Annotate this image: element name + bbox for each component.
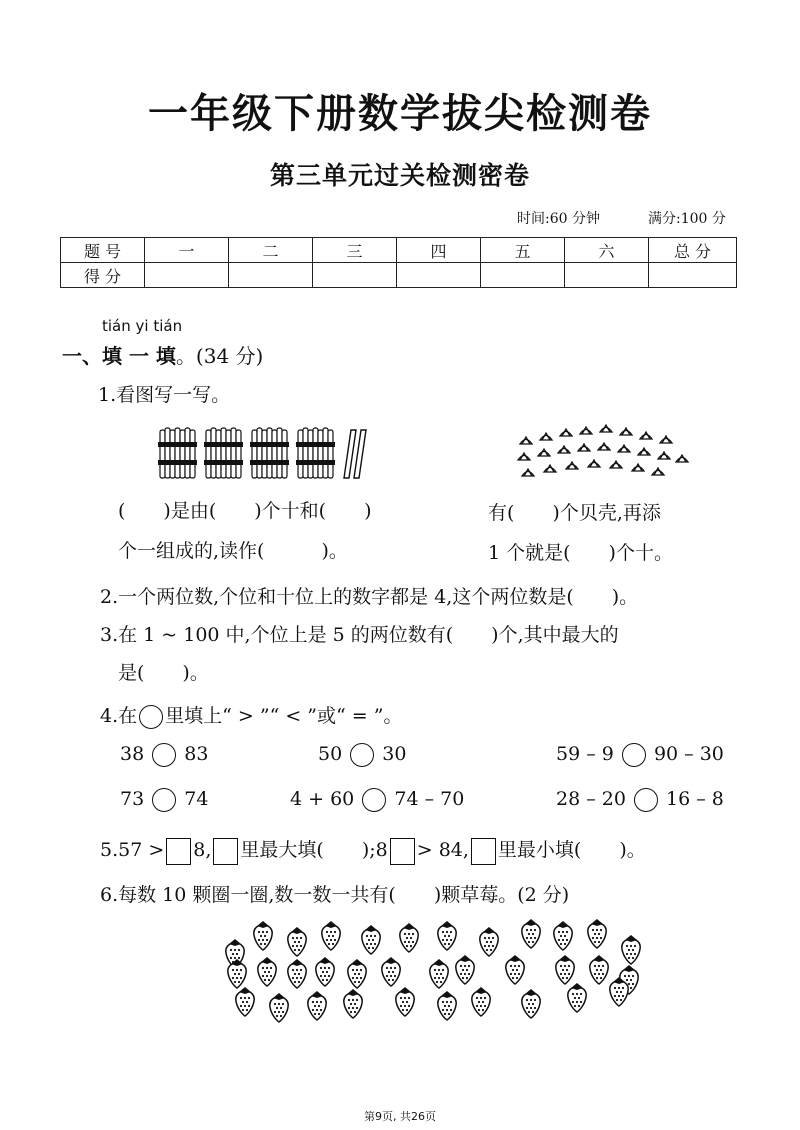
strawberry-icon bbox=[316, 957, 334, 986]
full-score: 满分:100 分 bbox=[648, 211, 726, 227]
shell-icon bbox=[610, 461, 622, 468]
strawberry-icon bbox=[362, 925, 380, 954]
score-input-cell[interactable] bbox=[397, 263, 481, 288]
section-score: 。(34 分) bbox=[175, 344, 264, 368]
digit-box[interactable] bbox=[390, 838, 415, 865]
strawberry-icon bbox=[588, 919, 606, 948]
digit-box[interactable] bbox=[166, 838, 191, 865]
strawberry-icon bbox=[590, 955, 608, 984]
shell-icon bbox=[658, 452, 670, 459]
score-table bbox=[60, 237, 737, 288]
stick-bundles-image bbox=[158, 426, 368, 482]
compare-left: 73 bbox=[120, 788, 145, 810]
compare-item-1 bbox=[120, 743, 208, 767]
strawberry-icon bbox=[348, 959, 366, 988]
question-1-left-line1: ( )是由( )个十和( ) bbox=[118, 500, 372, 522]
strawberry-icon bbox=[438, 921, 456, 950]
shell-icon bbox=[566, 462, 578, 469]
score-table-score-row bbox=[61, 263, 737, 288]
question-5-part1: 5.57 > bbox=[100, 839, 165, 861]
compare-item-5 bbox=[290, 788, 464, 812]
compare-item-4 bbox=[120, 788, 208, 812]
compare-item-3 bbox=[556, 743, 724, 767]
compare-answer-circle[interactable] bbox=[362, 788, 386, 812]
strawberry-icon bbox=[438, 991, 456, 1020]
compare-left: 59 – 9 bbox=[556, 743, 614, 765]
question-1-right-line1: 有( )个贝壳,再添 bbox=[488, 502, 661, 524]
score-input-cell[interactable] bbox=[481, 263, 565, 288]
question-1-right-line2: 1 个就是( )个十。 bbox=[488, 542, 673, 564]
score-cell-label: 题 号 bbox=[61, 238, 145, 263]
shell-icon bbox=[600, 425, 612, 432]
compare-left: 38 bbox=[120, 743, 145, 765]
strawberry-icon bbox=[254, 921, 272, 950]
time-limit: 时间:60 分钟 bbox=[517, 211, 600, 227]
strawberry-icon bbox=[322, 921, 340, 950]
strawberries-image bbox=[222, 916, 642, 1026]
shell-icon bbox=[522, 469, 534, 476]
strawberry-icon bbox=[522, 989, 540, 1018]
question-1-left-line2: 个一组成的,读作( )。 bbox=[118, 540, 348, 562]
question-4-post: 里填上“ > ”“ < ”或“ = ”。 bbox=[165, 705, 403, 727]
question-1-label: 1.看图写一写。 bbox=[98, 384, 231, 406]
compare-left: 50 bbox=[318, 743, 343, 765]
strawberry-icon bbox=[400, 923, 418, 952]
single-stick-icon bbox=[344, 430, 366, 478]
shells-image bbox=[510, 422, 690, 480]
score-cell-5: 五 bbox=[481, 238, 565, 263]
compare-answer-circle[interactable] bbox=[622, 743, 646, 767]
compare-right: 16 – 8 bbox=[666, 788, 724, 810]
score-table-header-row bbox=[61, 238, 737, 263]
compare-right: 74 – 70 bbox=[394, 788, 465, 810]
shell-icon bbox=[560, 429, 572, 436]
question-6: 6.每数 10 颗圈一圈,数一数一共有( )颗草莓。(2 分) bbox=[100, 884, 570, 906]
compare-left: 4 + 60 bbox=[290, 788, 355, 810]
question-5-part2: 8, bbox=[193, 839, 212, 861]
compare-answer-circle[interactable] bbox=[152, 788, 176, 812]
compare-item-2 bbox=[318, 743, 406, 767]
shell-icon bbox=[652, 468, 664, 475]
score-cell-1: 一 bbox=[145, 238, 229, 263]
shell-icon bbox=[676, 455, 688, 462]
score-input-cell[interactable] bbox=[649, 263, 737, 288]
question-4-pre: 4.在 bbox=[100, 705, 138, 727]
shell-icon bbox=[632, 464, 644, 471]
strawberry-icon bbox=[568, 983, 586, 1012]
score-cell-2: 二 bbox=[229, 238, 313, 263]
bundle-of-ten-icon bbox=[204, 428, 243, 478]
compare-answer-circle[interactable] bbox=[634, 788, 658, 812]
compare-right: 30 bbox=[382, 743, 407, 765]
score-cell-3: 三 bbox=[313, 238, 397, 263]
page-footer: 第9页, 共26页 bbox=[364, 1110, 436, 1123]
compare-answer-circle[interactable] bbox=[350, 743, 374, 767]
strawberry-icon bbox=[344, 989, 362, 1018]
shell-icon bbox=[598, 443, 610, 450]
strawberry-icon bbox=[308, 991, 326, 1020]
strawberry-icon bbox=[396, 987, 414, 1016]
score-cell-6: 六 bbox=[565, 238, 649, 263]
compare-right: 74 bbox=[184, 788, 209, 810]
shell-icon bbox=[538, 449, 550, 456]
section-heading bbox=[62, 340, 263, 369]
shell-icon bbox=[558, 446, 570, 453]
shell-icon bbox=[544, 465, 556, 472]
shell-icon bbox=[618, 445, 630, 452]
compare-item-6 bbox=[556, 788, 724, 812]
strawberry-icon bbox=[472, 987, 490, 1016]
strawberry-icon bbox=[456, 955, 474, 984]
score-row-label: 得 分 bbox=[61, 263, 145, 288]
strawberry-icon bbox=[480, 927, 498, 956]
section-title: 一、填 一 填 bbox=[62, 344, 176, 368]
score-cell-total: 总 分 bbox=[649, 238, 737, 263]
shell-icon bbox=[620, 428, 632, 435]
shell-icon bbox=[520, 437, 532, 444]
score-input-cell[interactable] bbox=[145, 263, 229, 288]
shell-icon bbox=[540, 433, 552, 440]
score-input-cell[interactable] bbox=[229, 263, 313, 288]
strawberry-icon bbox=[556, 955, 574, 984]
score-cell-4: 四 bbox=[397, 238, 481, 263]
bundle-of-ten-icon bbox=[296, 428, 335, 478]
page-title: 一年级下册数学拔尖检测卷 bbox=[148, 91, 652, 137]
strawberry-icon bbox=[270, 993, 288, 1022]
question-2: 2.一个两位数,个位和十位上的数字都是 4,这个两位数是( )。 bbox=[100, 586, 639, 608]
shell-icon bbox=[640, 432, 652, 439]
strawberry-icon bbox=[258, 957, 276, 986]
compare-right: 83 bbox=[184, 743, 209, 765]
shell-icon bbox=[660, 436, 672, 443]
strawberry-icon bbox=[622, 935, 640, 964]
shell-icon bbox=[518, 453, 530, 460]
question-5-part4: > 84, bbox=[416, 839, 469, 861]
strawberry-icon bbox=[522, 919, 540, 948]
compare-right: 90 – 30 bbox=[653, 743, 724, 765]
question-4-instruction bbox=[100, 701, 402, 729]
question-5 bbox=[100, 835, 646, 865]
bundle-of-ten-icon bbox=[250, 428, 289, 478]
section-pinyin: tián yi tián bbox=[102, 317, 183, 335]
question-5-part5: 里最小填( )。 bbox=[497, 839, 646, 861]
page-subtitle: 第三单元过关检测密卷 bbox=[269, 161, 530, 190]
bundle-of-ten-icon bbox=[158, 428, 197, 478]
strawberry-icon bbox=[382, 957, 400, 986]
compare-left: 28 – 20 bbox=[556, 788, 626, 810]
score-input-cell[interactable] bbox=[565, 263, 649, 288]
question-3-line1: 3.在 1 ~ 100 中,个位上是 5 的两位数有( )个,其中最大的 bbox=[100, 624, 619, 646]
strawberry-icon bbox=[506, 955, 524, 984]
strawberry-icon bbox=[288, 927, 306, 956]
compare-answer-circle[interactable] bbox=[152, 743, 176, 767]
digit-box[interactable] bbox=[471, 838, 496, 865]
question-5-part3: 里最大填( );8 bbox=[240, 839, 388, 861]
score-input-cell[interactable] bbox=[313, 263, 397, 288]
shell-icon bbox=[580, 427, 592, 434]
shell-icon bbox=[638, 448, 650, 455]
strawberry-icon bbox=[554, 921, 572, 950]
shell-icon bbox=[588, 460, 600, 467]
shell-icon bbox=[578, 444, 590, 451]
strawberry-icon bbox=[288, 959, 306, 988]
digit-box[interactable] bbox=[213, 838, 238, 865]
strawberry-icon bbox=[236, 987, 254, 1016]
question-3-line2: 是( )。 bbox=[118, 662, 209, 684]
circle-icon bbox=[139, 705, 163, 729]
strawberry-icon bbox=[430, 959, 448, 988]
